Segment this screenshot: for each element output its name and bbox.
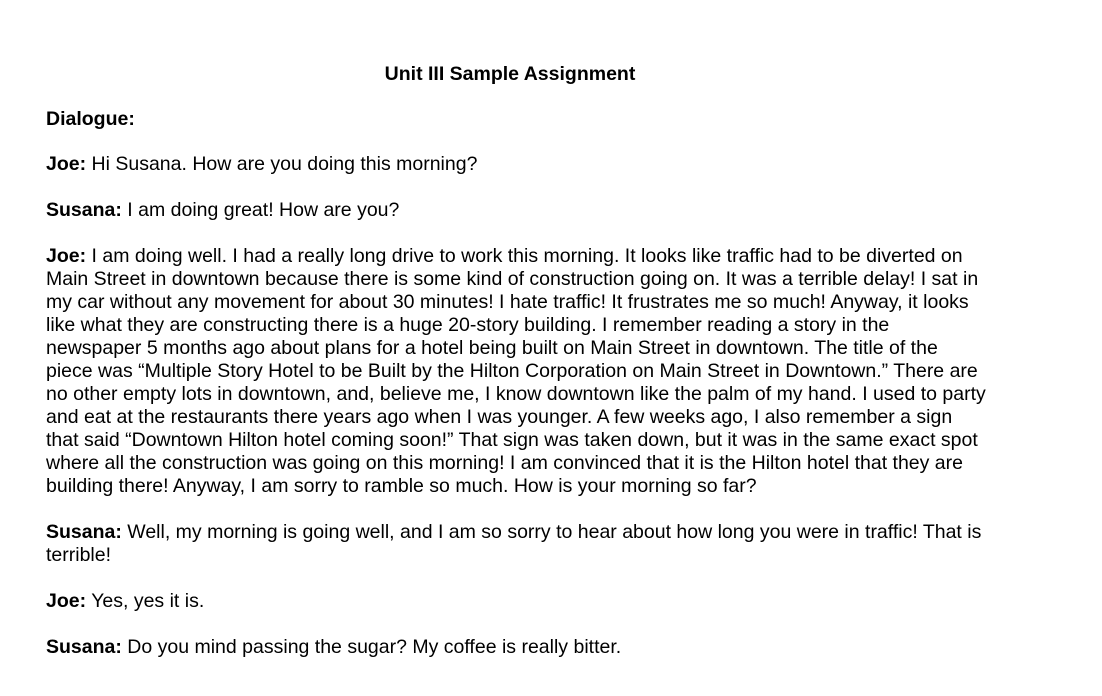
section-label: Dialogue:	[46, 108, 135, 130]
document-title: Unit III Sample Assignment	[384, 63, 636, 85]
speaker-name: Joe:	[46, 245, 87, 267]
speaker-name: Susana:	[46, 199, 122, 221]
dialogue-text: Hi Susana. How are you doing this morning?	[91, 153, 478, 175]
dialogue-line	[46, 199, 986, 222]
dialogue-text: I am doing well. I had a really long drive to work this morning. It looks like traffic had to be diverted on Main Street in downtown because there is some kind of construction going on. It was a terrible delay! I sat in my car without any movement for about 30 minutes! I hate traffic! It frustrates me so much! Anyway, it looks like what they are constructing there is a huge 20-story building. I remember reading a story in the newspaper 5 months ago about plans for a hotel being built on Main Street in downtown. The title of the piece was “Multiple Story Hotel to be Built by the Hilton Corporation on Main Street in Downtown.” There are no other empty lots in downtown, and, believe me, I know downtown like the palm of my hand. I used to party and eat at the restaurants there years ago when I was younger. A few weeks ago, I also remember a sign that said “Downtown Hilton hotel coming soon!” That sign was taken down, but it was in the same exact spot where all the construction was going on this morning! I am convinced that it is the Hilton hotel that they are building there! Anyway, I am sorry to ramble so much. How is your morning so far?	[46, 245, 986, 497]
dialogue-line	[46, 153, 986, 176]
dialogue-line	[46, 590, 986, 613]
dialogue-text: Do you mind passing the sugar? My coffee is really bitter.	[127, 636, 622, 658]
speaker-name: Joe:	[46, 590, 87, 612]
dialogue-text: Yes, yes it is.	[91, 590, 205, 612]
speaker-name: Susana:	[46, 521, 122, 543]
dialogue-line	[46, 245, 986, 498]
dialogue-line	[46, 636, 986, 659]
dialogue-line	[46, 521, 986, 567]
speaker-name: Susana:	[46, 636, 122, 658]
dialogue-text: Well, my morning is going well, and I am so sorry to hear about how long you were in traffic! That is terrible!	[46, 521, 982, 566]
document-page	[46, 63, 986, 682]
speaker-name: Joe:	[46, 153, 87, 175]
dialogue-text: I am doing great! How are you?	[127, 199, 400, 221]
